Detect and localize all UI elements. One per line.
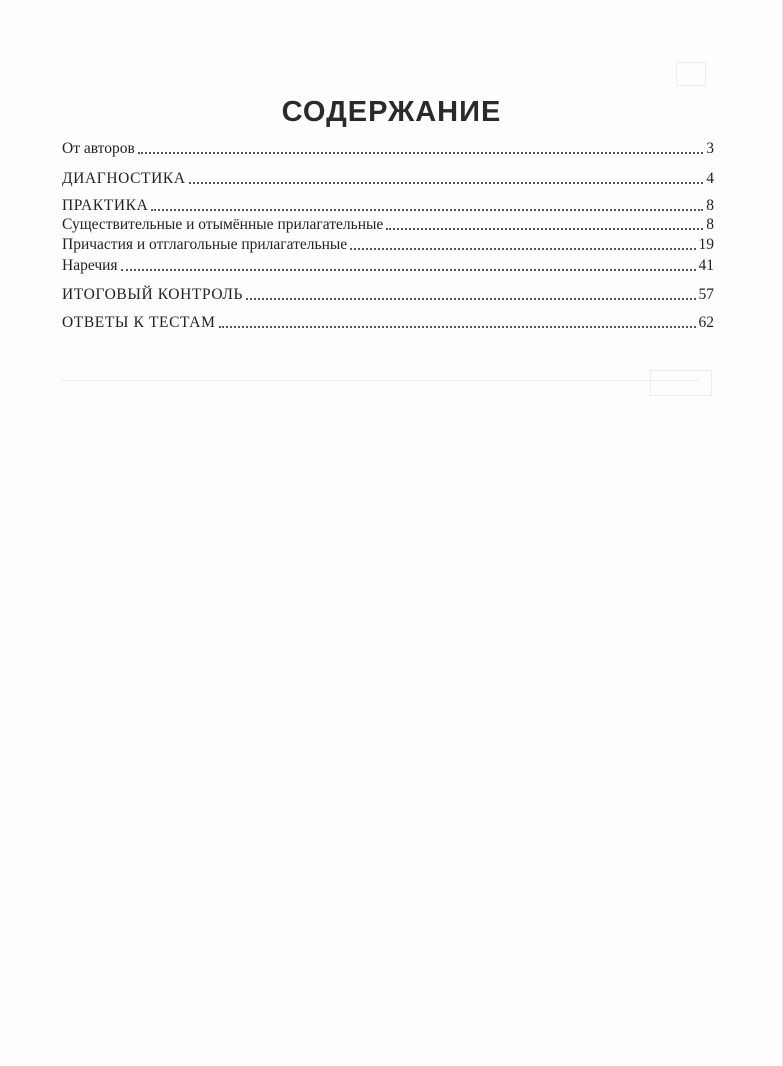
toc-entry-label: Существительные и отымённые прилагательные [62, 216, 384, 233]
toc-leader-dots [246, 297, 696, 300]
toc-entry-practice[interactable] [62, 195, 714, 215]
toc-entry-label: ИТОГОВЫЙ КОНТРОЛЬ [62, 286, 243, 303]
toc-leader-dots [386, 227, 703, 230]
toc-page-number: 62 [698, 314, 714, 331]
toc-entry-participles[interactable] [62, 234, 714, 254]
toc-page-number: 3 [706, 140, 714, 157]
bleed-through-box [676, 62, 706, 86]
bleed-through-box [650, 370, 712, 396]
toc-entry-label: ПРАКТИКА [62, 197, 149, 214]
toc-page-number: 8 [706, 197, 714, 214]
bleed-through-text [60, 380, 700, 382]
toc-entry-from-authors[interactable] [62, 138, 714, 158]
toc-entry-answers[interactable] [62, 312, 714, 332]
toc-page-number: 8 [706, 216, 714, 233]
toc-leader-dots [350, 247, 695, 250]
toc-page-number: 19 [698, 236, 714, 253]
toc-page-number: 57 [698, 286, 714, 303]
toc-entry-label: ДИАГНОСТИКА [62, 170, 186, 187]
toc-entry-label: ОТВЕТЫ К ТЕСТАМ [62, 314, 216, 331]
toc-entry-label: Причастия и отглагольные прилагательные [62, 236, 348, 253]
toc-entry-diagnostics[interactable] [62, 168, 714, 188]
toc-entry-adverbs[interactable] [62, 255, 714, 275]
toc-leader-dots [121, 268, 696, 271]
page-title: СОДЕРЖАНИЕ [281, 96, 502, 128]
toc-leader-dots [151, 208, 703, 211]
toc-leader-dots [219, 325, 696, 328]
toc-entry-final-control[interactable] [62, 284, 714, 304]
toc-page-number: 4 [706, 170, 714, 187]
toc-entry-label: Наречия [62, 257, 118, 274]
toc-entry-nouns[interactable] [62, 214, 714, 234]
toc-leader-dots [189, 181, 704, 184]
toc-entry-label: От авторов [62, 140, 135, 157]
toc-leader-dots [138, 151, 703, 154]
toc-page-number: 41 [698, 257, 714, 274]
